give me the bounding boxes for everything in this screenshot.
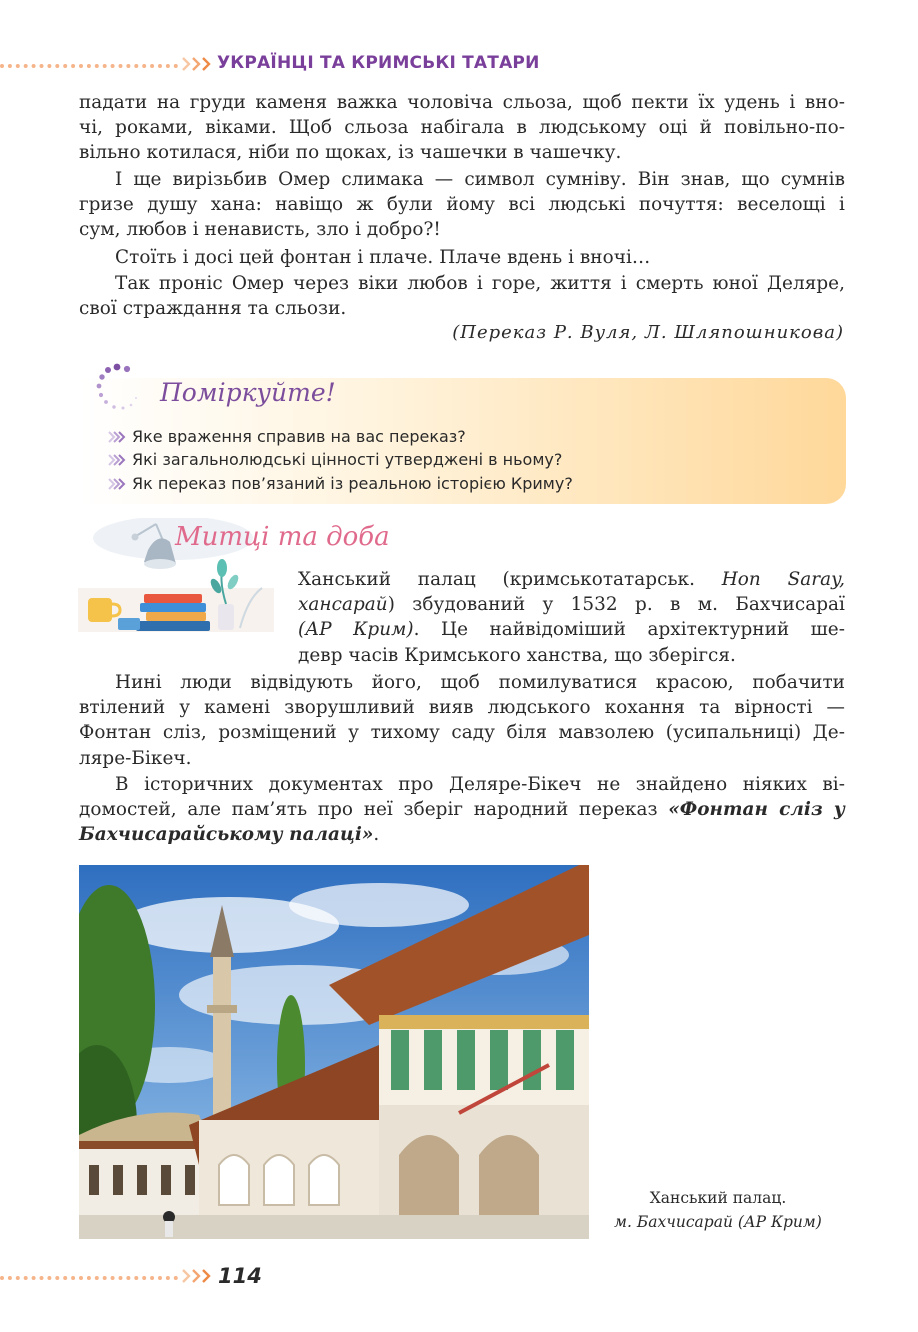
text-run: (АР Крим): [298, 619, 414, 641]
footer-dotted-line: [0, 1276, 178, 1280]
story-paragraph-2: [79, 167, 845, 243]
think-title: Поміркуйте!: [160, 378, 336, 407]
header-chevron-arrows: [182, 57, 212, 71]
text-line: Фонтан сліз, розміщений у тихому саду біля мавзолею (усипальниці) Де-: [79, 722, 845, 744]
text-run: . Це найвідоміший архітектурний ше-: [413, 619, 845, 641]
bullet-arrow-icon: [108, 477, 130, 491]
bullet-arrow-icon: [108, 430, 130, 444]
question-text: Як переказ пов’язаний із реальною історією Криму?: [132, 473, 573, 493]
header-dotted-line: [0, 64, 178, 68]
caption-line-1: Ханський палац.: [649, 1189, 787, 1207]
text-run: домостей, але пам’ять про неї зберіг народний переказ: [79, 799, 669, 821]
palace-paragraph-3: [79, 772, 845, 848]
text-line: Стоїть і досі цей фонтан і плаче. Плаче вдень і вночі…: [115, 247, 651, 268]
question-list: [108, 425, 573, 495]
text-line: падати на груди каменя важка чоловіча сльоза, щоб пекти їх удень і вно-: [79, 92, 845, 113]
question-item: [108, 425, 573, 448]
text-line: Так проніс Омер через віки любов і горе, життя і смерть юної Деляре,: [115, 273, 845, 294]
text-line: свої страждання та сльози.: [79, 298, 347, 320]
text-line: втілений у камені зворушливий вияв людського кохання та вірності —: [79, 697, 845, 719]
artists-title: Митці та доба: [175, 522, 390, 552]
text-line: ляре-Бікеч.: [79, 747, 192, 769]
story-paragraph-1: [79, 90, 845, 166]
text-line: чі, роками, віками. Щоб сльоза набігала в людському оці й повільно-по-: [79, 117, 845, 139]
text-line: [79, 797, 845, 822]
text-line: І ще вирізьбив Омер слимака — символ сумніву. Він знав, що сумнів: [115, 169, 845, 190]
caption-line-2: м. Бахчисарай (АР Крим): [614, 1213, 822, 1231]
text-line: вільно котилася, ніби по щоках, із чашечки в чашечку.: [79, 142, 622, 164]
photo-caption: [598, 1186, 838, 1234]
dotted-circle-icon: [94, 360, 144, 412]
legend-title-run: «Фонтан сліз у: [668, 799, 845, 821]
text-run: Hon Saray,: [721, 569, 845, 590]
legend-title-run: Бахчисарайському палаці»: [79, 824, 374, 846]
text-run: .: [373, 824, 380, 846]
text-line: В історичних документах про Деляре-Бікеч не знайдено ніяких ві-: [115, 774, 845, 795]
bullet-arrow-icon: [108, 453, 130, 467]
text-line: гризе душу хана: навіщо ж були йому всі людські почуття: веселощі і: [79, 194, 845, 216]
question-item: [108, 472, 573, 495]
text-line: [298, 592, 845, 617]
section-title: УКРАЇНЦІ ТА КРИМСЬКІ ТАТАРИ: [217, 53, 540, 73]
footer-chevron-arrows: [182, 1269, 212, 1283]
palace-intro-paragraph: [298, 567, 845, 668]
question-text: Які загальнолюдські цінності утверджені в ньому?: [132, 450, 563, 470]
text-line: [79, 822, 845, 847]
text-line: [298, 617, 845, 642]
page-number: 114: [218, 1264, 262, 1288]
question-text: Яке враження справив на вас переказ?: [132, 427, 466, 446]
story-paragraph-4: [79, 271, 845, 321]
attribution: (Переказ Р. Вуля, Л. Шляпошникова): [452, 322, 844, 343]
text-line: девр часів Кримського ханства, що зберігся.: [298, 644, 736, 666]
khan-palace-photo: [79, 865, 589, 1239]
palace-paragraph-2: [79, 670, 845, 771]
text-run: Ханський палац (кримськотатарськ.: [298, 569, 722, 590]
text-run: хансарай: [298, 594, 388, 616]
text-line: [298, 567, 845, 592]
story-paragraph-3: [79, 245, 845, 270]
question-item: [108, 448, 573, 471]
text-line: сум, любов і ненависть, зло і добро?!: [79, 219, 441, 241]
text-line: Нині люди відвідують його, щоб помилуватися красою, побачити: [115, 672, 845, 693]
text-run: ) збудований у 1532 р. в м. Бахчисараї: [387, 594, 845, 616]
